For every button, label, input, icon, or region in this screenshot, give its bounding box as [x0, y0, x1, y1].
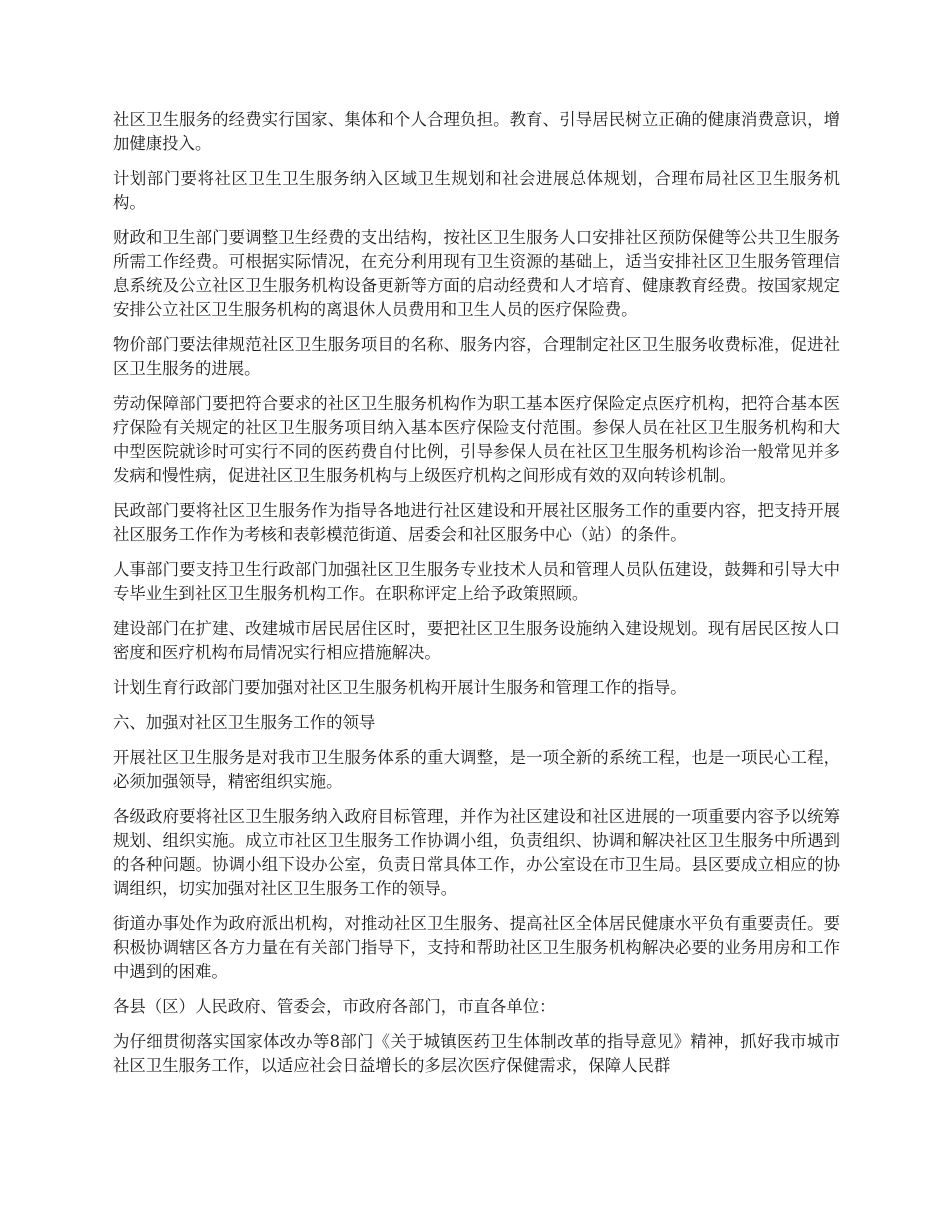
document-body: [113, 108, 840, 1089]
paragraph: 财政和卫生部门要调整卫生经费的支出结构，按社区卫生服务人口安排社区预防保健等公共卫生服务所需工作经费。可根据实际情况，在充分利用现有卫生资源的基础上，适当安排社区卫生服务管理信息系统及公立社区卫生服务机构设备更新等方面的启动经费和人才培育、健康教育经费。按国家规定安排公立社区卫生服务机构的离退休人员费用和卫生人员的医疗保险费。: [113, 228, 840, 319]
paragraph: 劳动保障部门要把符合要求的社区卫生服务机构作为职工基本医疗保险定点医疗机构，把符合基本医疗保险有关规定的社区卫生服务项目纳入基本医疗保险支付范围。参保人员在社区卫生服务机构和大中型医院就诊时可实行不同的医药费自付比例，引导参保人员在社区卫生服务机构诊治一般常见并多发病和慢性病，促进社区卫生服务机构与上级医疗机构之间形成有效的双向转诊机制。: [113, 394, 840, 485]
salutation: 各县（区）人民政府、管委会，市政府各部门，市直各单位：: [113, 997, 556, 1016]
paragraph: 社区卫生服务的经费实行国家、集体和个人合理负担。教育、引导居民树立正确的健康消费意识，增加健康投入。: [113, 110, 840, 153]
paragraph: 为仔细贯彻落实国家体改办等8部门《关于城镇医药卫生体制改革的指导意见》精神，抓好我市城市社区卫生服务工作，以适应社会日益增长的多层次医疗保健需求，保障人民群: [113, 1032, 840, 1075]
section-heading: 六、加强对社区卫生服务工作的领导: [113, 713, 376, 732]
paragraph: 建设部门在扩建、改建城市居民居住区时，要把社区卫生服务设施纳入建设规划。现有居民区按人口密度和医疗机构布局情况实行相应措施解决。: [113, 619, 840, 662]
paragraph: 民政部门要将社区卫生服务作为指导各地进行社区建设和开展社区服务工作的重要内容，把支持开展社区服务工作作为考核和表彰模范街道、居委会和社区服务中心（站）的条件。: [113, 501, 840, 544]
paragraph: 物价部门要法律规范社区卫生服务项目的名称、服务内容，合理制定社区卫生服务收费标准，促进社区卫生服务的进展。: [113, 335, 840, 378]
paragraph: 各级政府要将社区卫生服务纳入政府目标管理，并作为社区建设和社区进展的一项重要内容予以统筹规划、组织实施。成立市社区卫生服务工作协调小组，负责组织、协调和解决社区卫生服务中所遇到的各种问题。协调小组下设办公室，负责日常具体工作，办公室设在市卫生局。县区要成立相应的协调组织，切实加强对社区卫生服务工作的领导。: [113, 807, 840, 898]
paragraph: 计划部门要将社区卫生卫生服务纳入区域卫生规划和社会进展总体规划，合理布局社区卫生服务机构。: [113, 169, 840, 212]
paragraph: 开展社区卫生服务是对我市卫生服务体系的重大调整，是一项全新的系统工程，也是一项民心工程，必须加强领导，精密组织实施。: [113, 748, 840, 791]
paragraph: 计划生育行政部门要加强对社区卫生服务机构开展计生服务和管理工作的指导。: [113, 678, 687, 697]
paragraph: 人事部门要支持卫生行政部门加强社区卫生服务专业技术人员和管理人员队伍建设，鼓舞和引导大中专毕业生到社区卫生服务机构工作。在职称评定上给予政策照顾。: [113, 560, 840, 603]
paragraph: 街道办事处作为政府派出机构，对推动社区卫生服务、提高社区全体居民健康水平负有重要责任。要积极协调辖区各方力量在有关部门指导下，支持和帮助社区卫生服务机构解决必要的业务用房和工作中遇到的困难。: [113, 914, 840, 981]
